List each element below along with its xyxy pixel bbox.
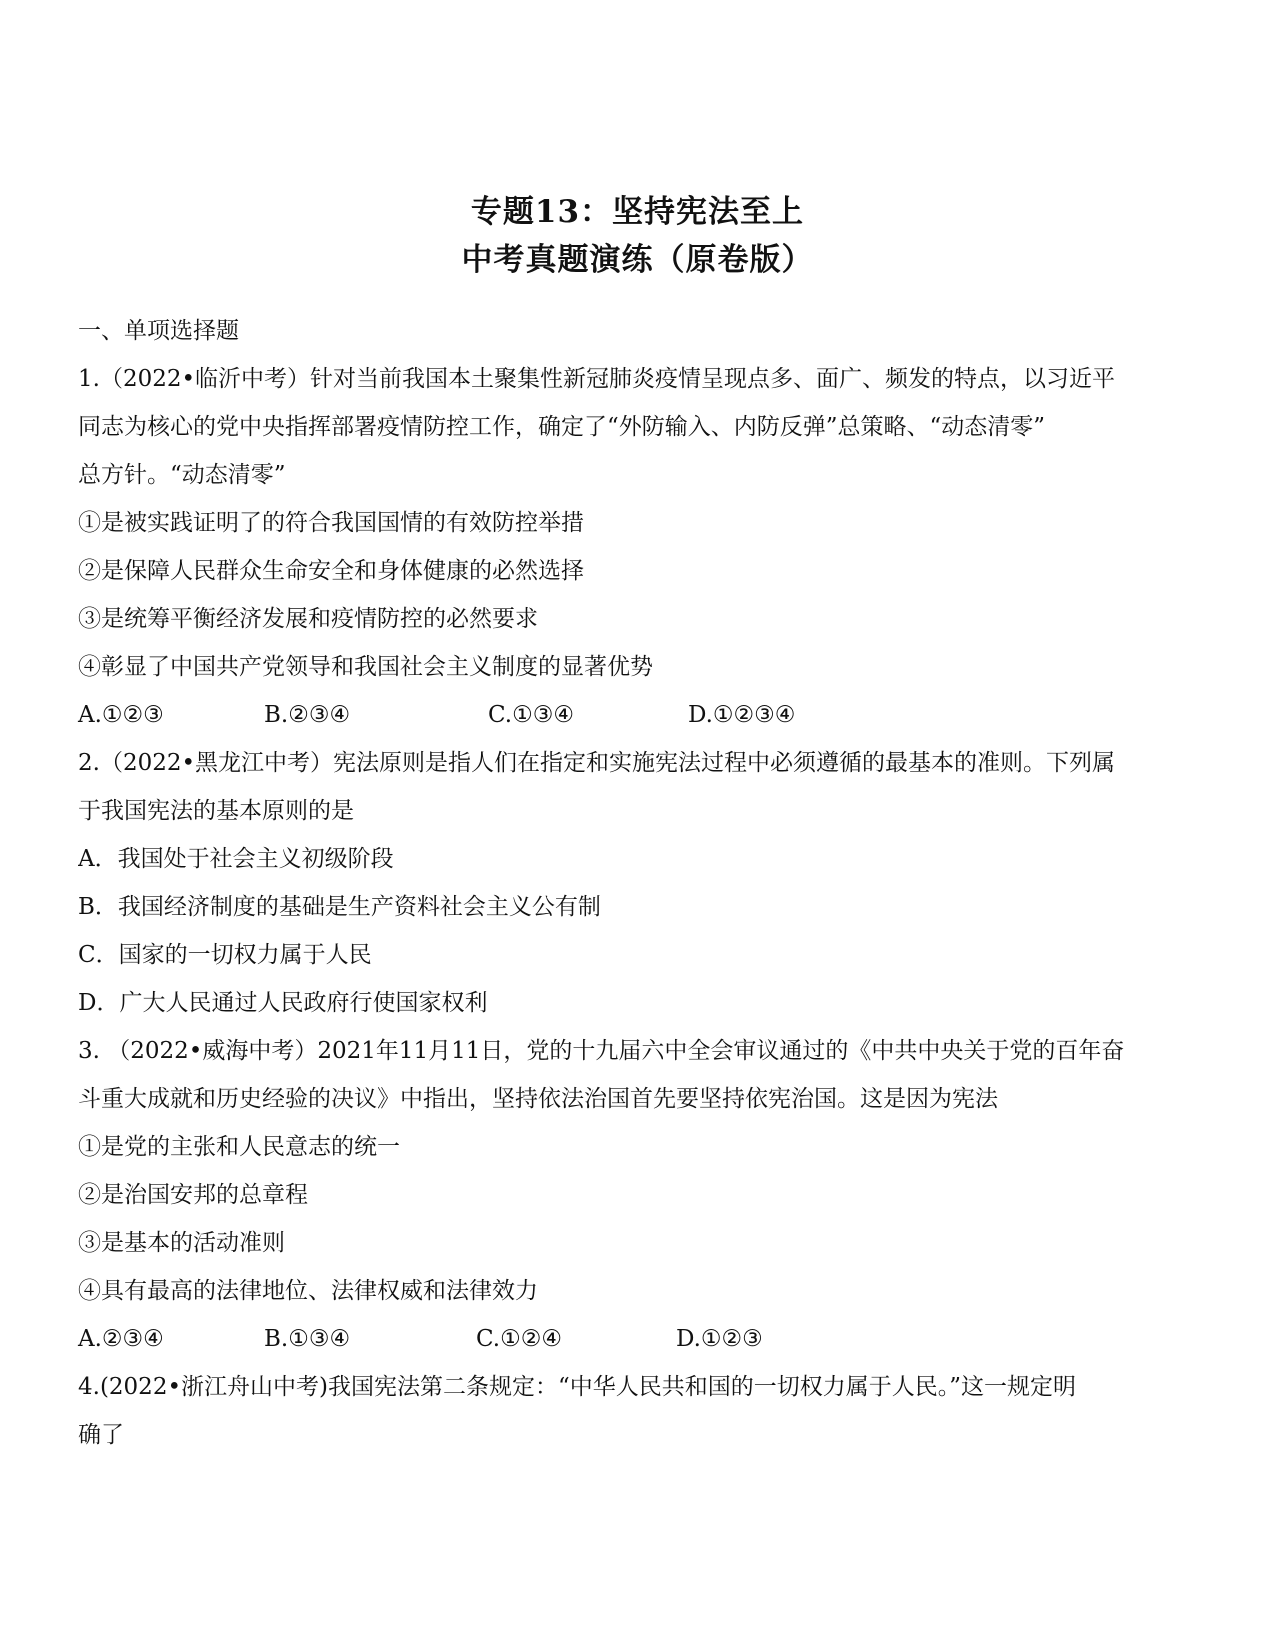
question-stem-line: 确了 [78,1422,124,1448]
question-stem-line: 于我国宪法的基本原则的是 [78,798,354,824]
option-b: B.①③④ [264,1326,351,1352]
option-a: A.①②③ [78,702,164,728]
option-d: D.①②③ [676,1326,763,1352]
option-c: C.①②④ [476,1326,562,1352]
question-4 [78,1363,1198,1459]
option-a: A.②③④ [78,1326,164,1352]
document-body [78,307,1198,1459]
statement-item: ③是基本的活动准则 [78,1230,285,1256]
answer-options [78,1315,1198,1363]
question-stem-line: 4.(2022•浙江舟山中考)我国宪法第二条规定：“中华人民共和国的一切权力属于人民。”这一规定明 [78,1374,1077,1400]
question-3 [78,1027,1198,1363]
answer-options [78,691,1198,739]
statement-item: ②是治国安邦的总章程 [78,1182,308,1208]
question-stem-line: 总方针。“动态清零” [78,462,286,488]
question-stem-line: 斗重大成就和历史经验的决议》中指出，坚持依法治国首先要坚持依宪治国。这是因为宪法 [78,1086,998,1112]
statement-item: ④彰显了中国共产党领导和我国社会主义制度的显著优势 [78,654,653,680]
section-heading: 一、单项选择题 [78,318,239,344]
option-b: B．我国经济制度的基础是生产资料社会主义公有制 [78,894,601,920]
option-b: B.②③④ [264,702,351,728]
page-title: 专题13：坚持宪法至上 [470,194,805,230]
option-d: D．广大人民通过人民政府行使国家权利 [78,990,488,1016]
option-c: C.①③④ [488,702,574,728]
question-stem-line: 1.（2022•临沂中考）针对当前我国本土聚集性新冠肺炎疫情呈现点多、面广、频发的特点，以习近平 [78,366,1116,392]
statement-item: ①是党的主张和人民意志的统一 [78,1134,400,1160]
option-a: A．我国处于社会主义初级阶段 [78,846,394,872]
statement-item: ④具有最高的法律地位、法律权威和法律效力 [78,1278,538,1304]
statement-item: ①是被实践证明了的符合我国国情的有效防控举措 [78,510,584,536]
option-c: C．国家的一切权力属于人民 [78,942,372,968]
page-subtitle: 中考真题演练（原卷版） [461,242,814,278]
question-1 [78,355,1198,739]
question-stem-line: 3. （2022•威海中考）2021年11月11日，党的十九届六中全会审议通过的《中共中央关于党的百年奋 [78,1038,1125,1064]
question-stem-line: 同志为核心的党中央指挥部署疫情防控工作，确定了“外防输入、内防反弹”总策略、“动态清零” [78,414,1046,440]
statement-item: ③是统筹平衡经济发展和疫情防控的必然要求 [78,606,538,632]
question-2 [78,739,1198,1027]
question-stem-line: 2.（2022•黑龙江中考）宪法原则是指人们在指定和实施宪法过程中必须遵循的最基本的准则。下列属 [78,750,1116,776]
option-d: D.①②③④ [688,702,796,728]
statement-item: ②是保障人民群众生命安全和身体健康的必然选择 [78,558,584,584]
